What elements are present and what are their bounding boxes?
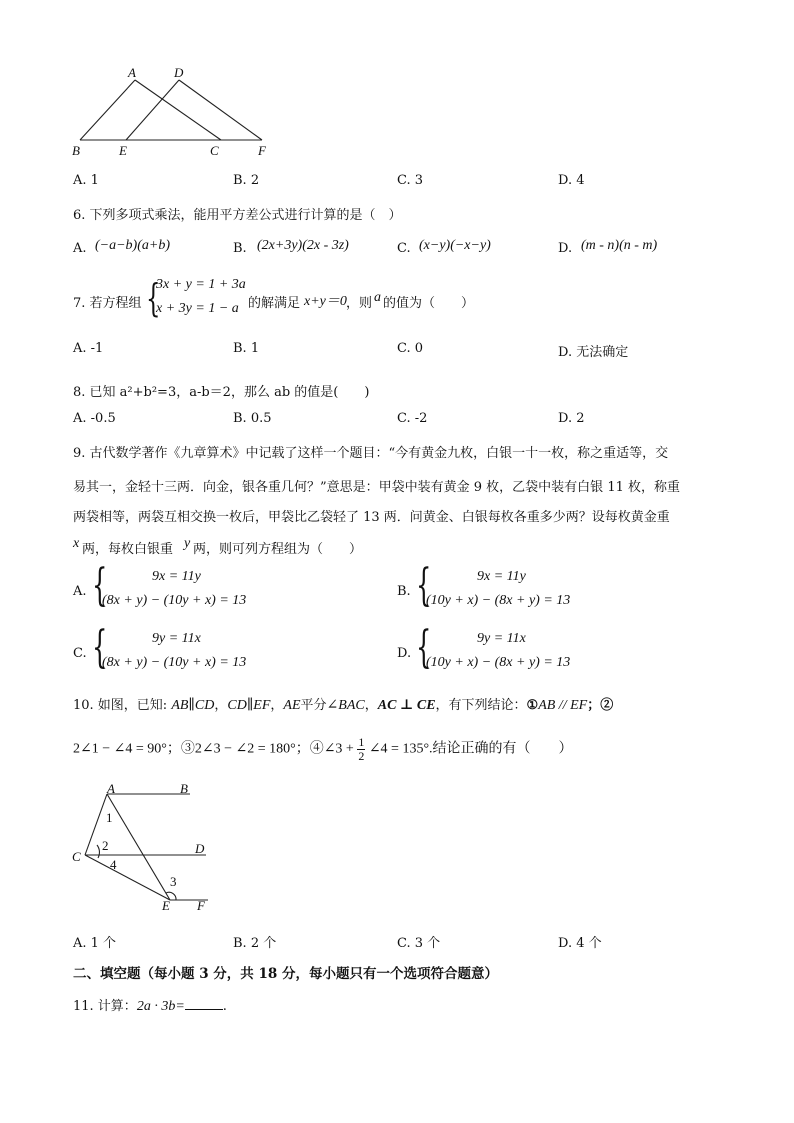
q9-option-a-eq1[interactable]: 9x = 11y: [152, 569, 201, 584]
q7-option-d[interactable]: D. 无法确定: [558, 345, 629, 360]
q7-eq2: x + 3y = 1 − a: [156, 301, 239, 316]
q7-option-a[interactable]: A. -1: [73, 341, 104, 356]
q6-option-d-label[interactable]: D.: [558, 241, 573, 256]
section-2-heading: 二、填空题（每小题 3 分，共 18 分，每小题只有一个选项符合题意）: [73, 966, 498, 982]
q10-condition-2: CD∥EF: [227, 698, 271, 713]
q9-line-4-x: x: [73, 536, 80, 551]
q9-option-d-eq2[interactable]: (10y + x) − (8x + y) = 13: [426, 655, 571, 670]
q10-fraction-denominator: 2: [358, 749, 365, 763]
q10-prefix: 10. 如图，已知:: [73, 698, 168, 713]
q7-condition: x+y＝0: [304, 294, 347, 309]
q7-suffix-2: ，则: [346, 296, 373, 311]
q10-line-1: [73, 694, 613, 714]
q10-sep-1: ，: [214, 698, 228, 713]
q11: [73, 995, 227, 1015]
q8-option-b[interactable]: B. 0.5: [233, 411, 272, 426]
q10-condition-3-verb: 平分: [300, 698, 327, 713]
q5-option-d[interactable]: D. 4: [558, 173, 585, 188]
q10-line-2-a: 2∠1 − ∠4 = 90°；③2∠3 − ∠2 = 180°；④∠3 +: [73, 741, 354, 757]
q10-line-2-b: ∠4 = 135°.结论正确的有（ ）: [368, 741, 573, 757]
q9-option-c-eq1[interactable]: 9y = 11x: [152, 631, 201, 646]
q7-suffix-3: 的值为（ ）: [383, 296, 475, 311]
fig2-label-c: C: [72, 849, 81, 864]
q9-option-b-label[interactable]: B.: [397, 584, 411, 599]
q6-option-c-expr[interactable]: (x−y)(−x−y): [419, 238, 491, 253]
q6-option-a-label[interactable]: A.: [73, 241, 87, 256]
q9-line-2: 易其一，金轻十三两．向金，银各重几何？”意思是：甲袋中装有黄金 9 枚，乙袋中装有白银 11 枚，称重: [73, 480, 680, 495]
q9-option-c-label[interactable]: C.: [73, 646, 87, 661]
fig1-label-e: E: [119, 143, 127, 158]
q9-line-3: 两袋相等，两袋互相交换一枚后，甲袋比乙袋轻了 13 两．问黄金、白银每枚各重多少两？设每枚黄金重: [73, 510, 670, 525]
q10-condition-4: AC ⊥ CE: [377, 698, 436, 713]
q11-end: .: [222, 999, 227, 1014]
q10-option-d[interactable]: D. 4 个: [558, 936, 602, 951]
q7-brace: {: [146, 276, 161, 320]
q9-option-a-eq2[interactable]: (8x + y) − (10y + x) = 13: [102, 593, 247, 608]
fig2-angle-1: 1: [106, 810, 113, 825]
q5-option-b[interactable]: B. 2: [233, 173, 260, 188]
q7-option-b[interactable]: B. 1: [233, 341, 260, 356]
q10-fraction-numerator: 1: [358, 735, 365, 749]
q7-suffix-1: 的解满足: [248, 296, 301, 311]
q9-option-a-label[interactable]: A.: [73, 584, 87, 599]
q7-prefix: 7. 若方程组: [73, 296, 142, 311]
q10-line-1-end: ，有下列结论：: [435, 698, 527, 713]
fig2-label-f: F: [197, 898, 205, 913]
q10-line-2: [73, 736, 573, 763]
q11-expression: 2a · 3b=: [136, 999, 185, 1014]
q11-prefix: 11. 计算：: [73, 999, 137, 1014]
q9-line-4-end: 两，则可列方程组为（ ）: [193, 542, 363, 557]
q10-sep-3: ，: [364, 698, 378, 713]
q6-option-d-expr[interactable]: (m - n)(n - m): [581, 238, 658, 253]
q9-option-d-label[interactable]: D.: [397, 646, 412, 661]
q9-line-1: 9. 古代数学著作《九章算术》中记载了这样一个题目：“今有黄金九枚，白银一十一枚，称之重适等，交: [73, 446, 669, 461]
q5-option-c[interactable]: C. 3: [397, 173, 424, 188]
fig1-label-d: D: [174, 65, 184, 80]
q7-eq1: 3x + y = 1 + 3a: [156, 277, 246, 292]
q6-option-b-expr[interactable]: (2x+3y)(2x - 3z): [257, 238, 349, 253]
fig2-label-a: A: [107, 781, 115, 796]
q10-option-b[interactable]: B. 2 个: [233, 936, 277, 951]
fig1-label-b: B: [72, 143, 80, 158]
q6-stem: 6. 下列多项式乘法，能用平方差公式进行计算的是（ ）: [73, 208, 402, 223]
fig2-label-d: D: [195, 841, 205, 856]
q8-stem: 8. 已知 a²+b²=3，a-b＝2，那么 ab 的值是( ): [73, 385, 370, 400]
q10-fraction: [357, 736, 365, 763]
fig2-angle-3: 3: [170, 874, 177, 889]
q7-option-c[interactable]: C. 0: [397, 341, 424, 356]
q7-variable: a: [374, 290, 381, 305]
q9-option-c-brace: {: [92, 622, 108, 673]
q8-option-a[interactable]: A. -0.5: [73, 411, 116, 426]
q10-sep-2: ，: [270, 698, 284, 713]
fig1-label-f: F: [258, 143, 266, 158]
fig1-label-a: A: [128, 65, 136, 80]
q5-option-a[interactable]: A. 1: [73, 173, 99, 188]
q10-result-1: AB // EF: [538, 698, 588, 713]
q8-option-d[interactable]: D. 2: [558, 411, 585, 426]
q9-option-c-eq2[interactable]: (8x + y) − (10y + x) = 13: [102, 655, 247, 670]
q9-line-4-y: y: [184, 536, 191, 551]
q10-condition-3-angle: ∠BAC: [326, 698, 365, 713]
q10-result-1-sep: ；②: [587, 698, 614, 713]
q8-option-c[interactable]: C. -2: [397, 411, 428, 426]
q9-option-d-brace: {: [416, 622, 432, 673]
fig2-label-b: B: [180, 781, 188, 796]
q6-option-c-label[interactable]: C.: [397, 241, 411, 256]
q6-option-a-expr[interactable]: (−a−b)(a+b): [95, 238, 170, 253]
q9-option-b-eq1[interactable]: 9x = 11y: [477, 569, 526, 584]
q9-option-d-eq1[interactable]: 9y = 11x: [477, 631, 526, 646]
q9-option-b-eq2[interactable]: (10y + x) − (8x + y) = 13: [426, 593, 571, 608]
fig2-angle-4: 4: [110, 857, 117, 872]
q9-option-b-brace: {: [416, 560, 432, 611]
q10-result-1-marker: ①: [526, 698, 539, 713]
q9-option-a-brace: {: [92, 560, 108, 611]
fig2-angle-2: 2: [102, 838, 109, 853]
q10-option-c[interactable]: C. 3 个: [397, 936, 441, 951]
fig2-label-e: E: [162, 898, 170, 913]
q10-condition-3: AE: [283, 698, 301, 713]
fig1-label-c: C: [210, 143, 219, 158]
q11-answer-blank[interactable]: [185, 997, 223, 1010]
q9-line-4-mid: 两，每枚白银重: [82, 542, 174, 557]
q10-option-a[interactable]: A. 1 个: [73, 936, 117, 951]
q10-condition-1: AB∥CD: [171, 698, 215, 713]
q6-option-b-label[interactable]: B.: [233, 241, 247, 256]
